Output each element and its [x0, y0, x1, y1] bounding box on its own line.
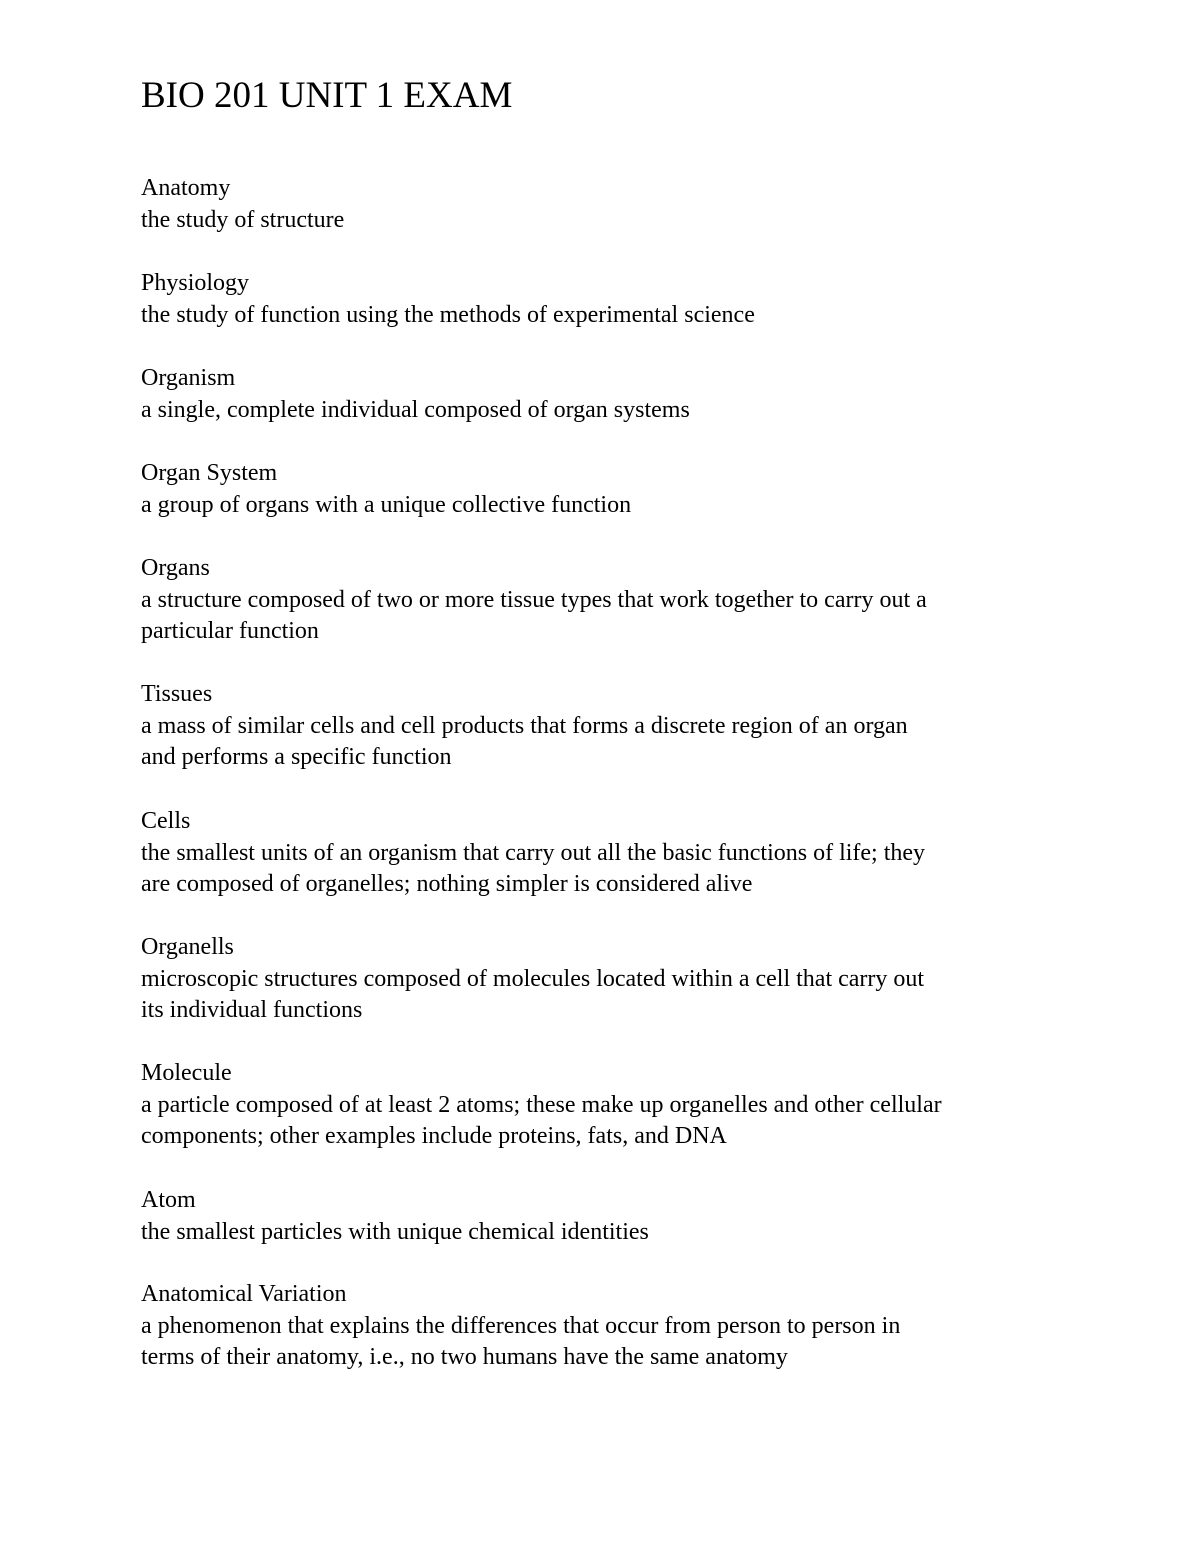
entry-term: Organism — [141, 365, 236, 391]
entry-anatomical-variation — [141, 1279, 1101, 1374]
entry-definition-line: a structure composed of two or more tissue types that work together to carry out a — [141, 586, 927, 613]
entry-term: Physiology — [141, 270, 250, 296]
entry-organells — [141, 932, 1101, 1027]
entry-organism — [141, 363, 1101, 426]
entry-cells — [141, 806, 1101, 901]
entry-anatomy — [141, 173, 1101, 236]
entry-definition-line: a mass of similar cells and cell products that forms a discrete region of an organ — [141, 712, 908, 739]
entry-definition-line: a single, complete individual composed of organ systems — [141, 396, 690, 423]
entry-term: Organ System — [141, 460, 278, 486]
entry-definition-line: the study of function using the methods of experimental science — [141, 301, 755, 328]
entry-term: Cells — [141, 808, 191, 834]
entry-definition-line: the smallest particles with unique chemical identities — [141, 1218, 649, 1245]
entry-definition-line: a group of organs with a unique collective function — [141, 491, 632, 518]
entry-definition-line: are composed of organelles; nothing simpler is considered alive — [141, 871, 753, 897]
entry-term: Anatomy — [141, 175, 231, 201]
entry-definition-line: and performs a specific function — [141, 744, 452, 770]
entry-definition-line: a phenomenon that explains the differences that occur from person to person in — [141, 1312, 901, 1339]
entry-definition-line: particular function — [141, 618, 319, 644]
entry-atom — [141, 1185, 1101, 1248]
entry-definition-line: the smallest units of an organism that carry out all the basic functions of life; they — [141, 839, 926, 866]
entry-definition-line: terms of their anatomy, i.e., no two humans have the same anatomy — [141, 1344, 788, 1370]
entry-term: Molecule — [141, 1060, 232, 1086]
entry-organ-system — [141, 458, 1101, 521]
entry-tissues — [141, 679, 1101, 774]
entry-physiology — [141, 268, 1101, 331]
entry-term: Tissues — [141, 681, 213, 707]
entry-definition-line: microscopic structures composed of molecules located within a cell that carry out — [141, 965, 925, 992]
entry-definition-line: the study of structure — [141, 206, 345, 233]
entry-definition-line: a particle composed of at least 2 atoms; these make up organelles and other cellular — [141, 1091, 942, 1118]
entry-term: Organs — [141, 555, 210, 581]
entry-term: Anatomical Variation — [141, 1281, 347, 1307]
entry-term: Atom — [141, 1187, 196, 1213]
entry-term: Organells — [141, 934, 234, 960]
entry-definition-line: components; other examples include proteins, fats, and DNA — [141, 1123, 727, 1149]
entry-molecule — [141, 1058, 1101, 1153]
entry-definition-line: its individual functions — [141, 997, 363, 1023]
document-title: BIO 201 UNIT 1 EXAM — [141, 75, 513, 116]
entry-organs — [141, 553, 1101, 648]
